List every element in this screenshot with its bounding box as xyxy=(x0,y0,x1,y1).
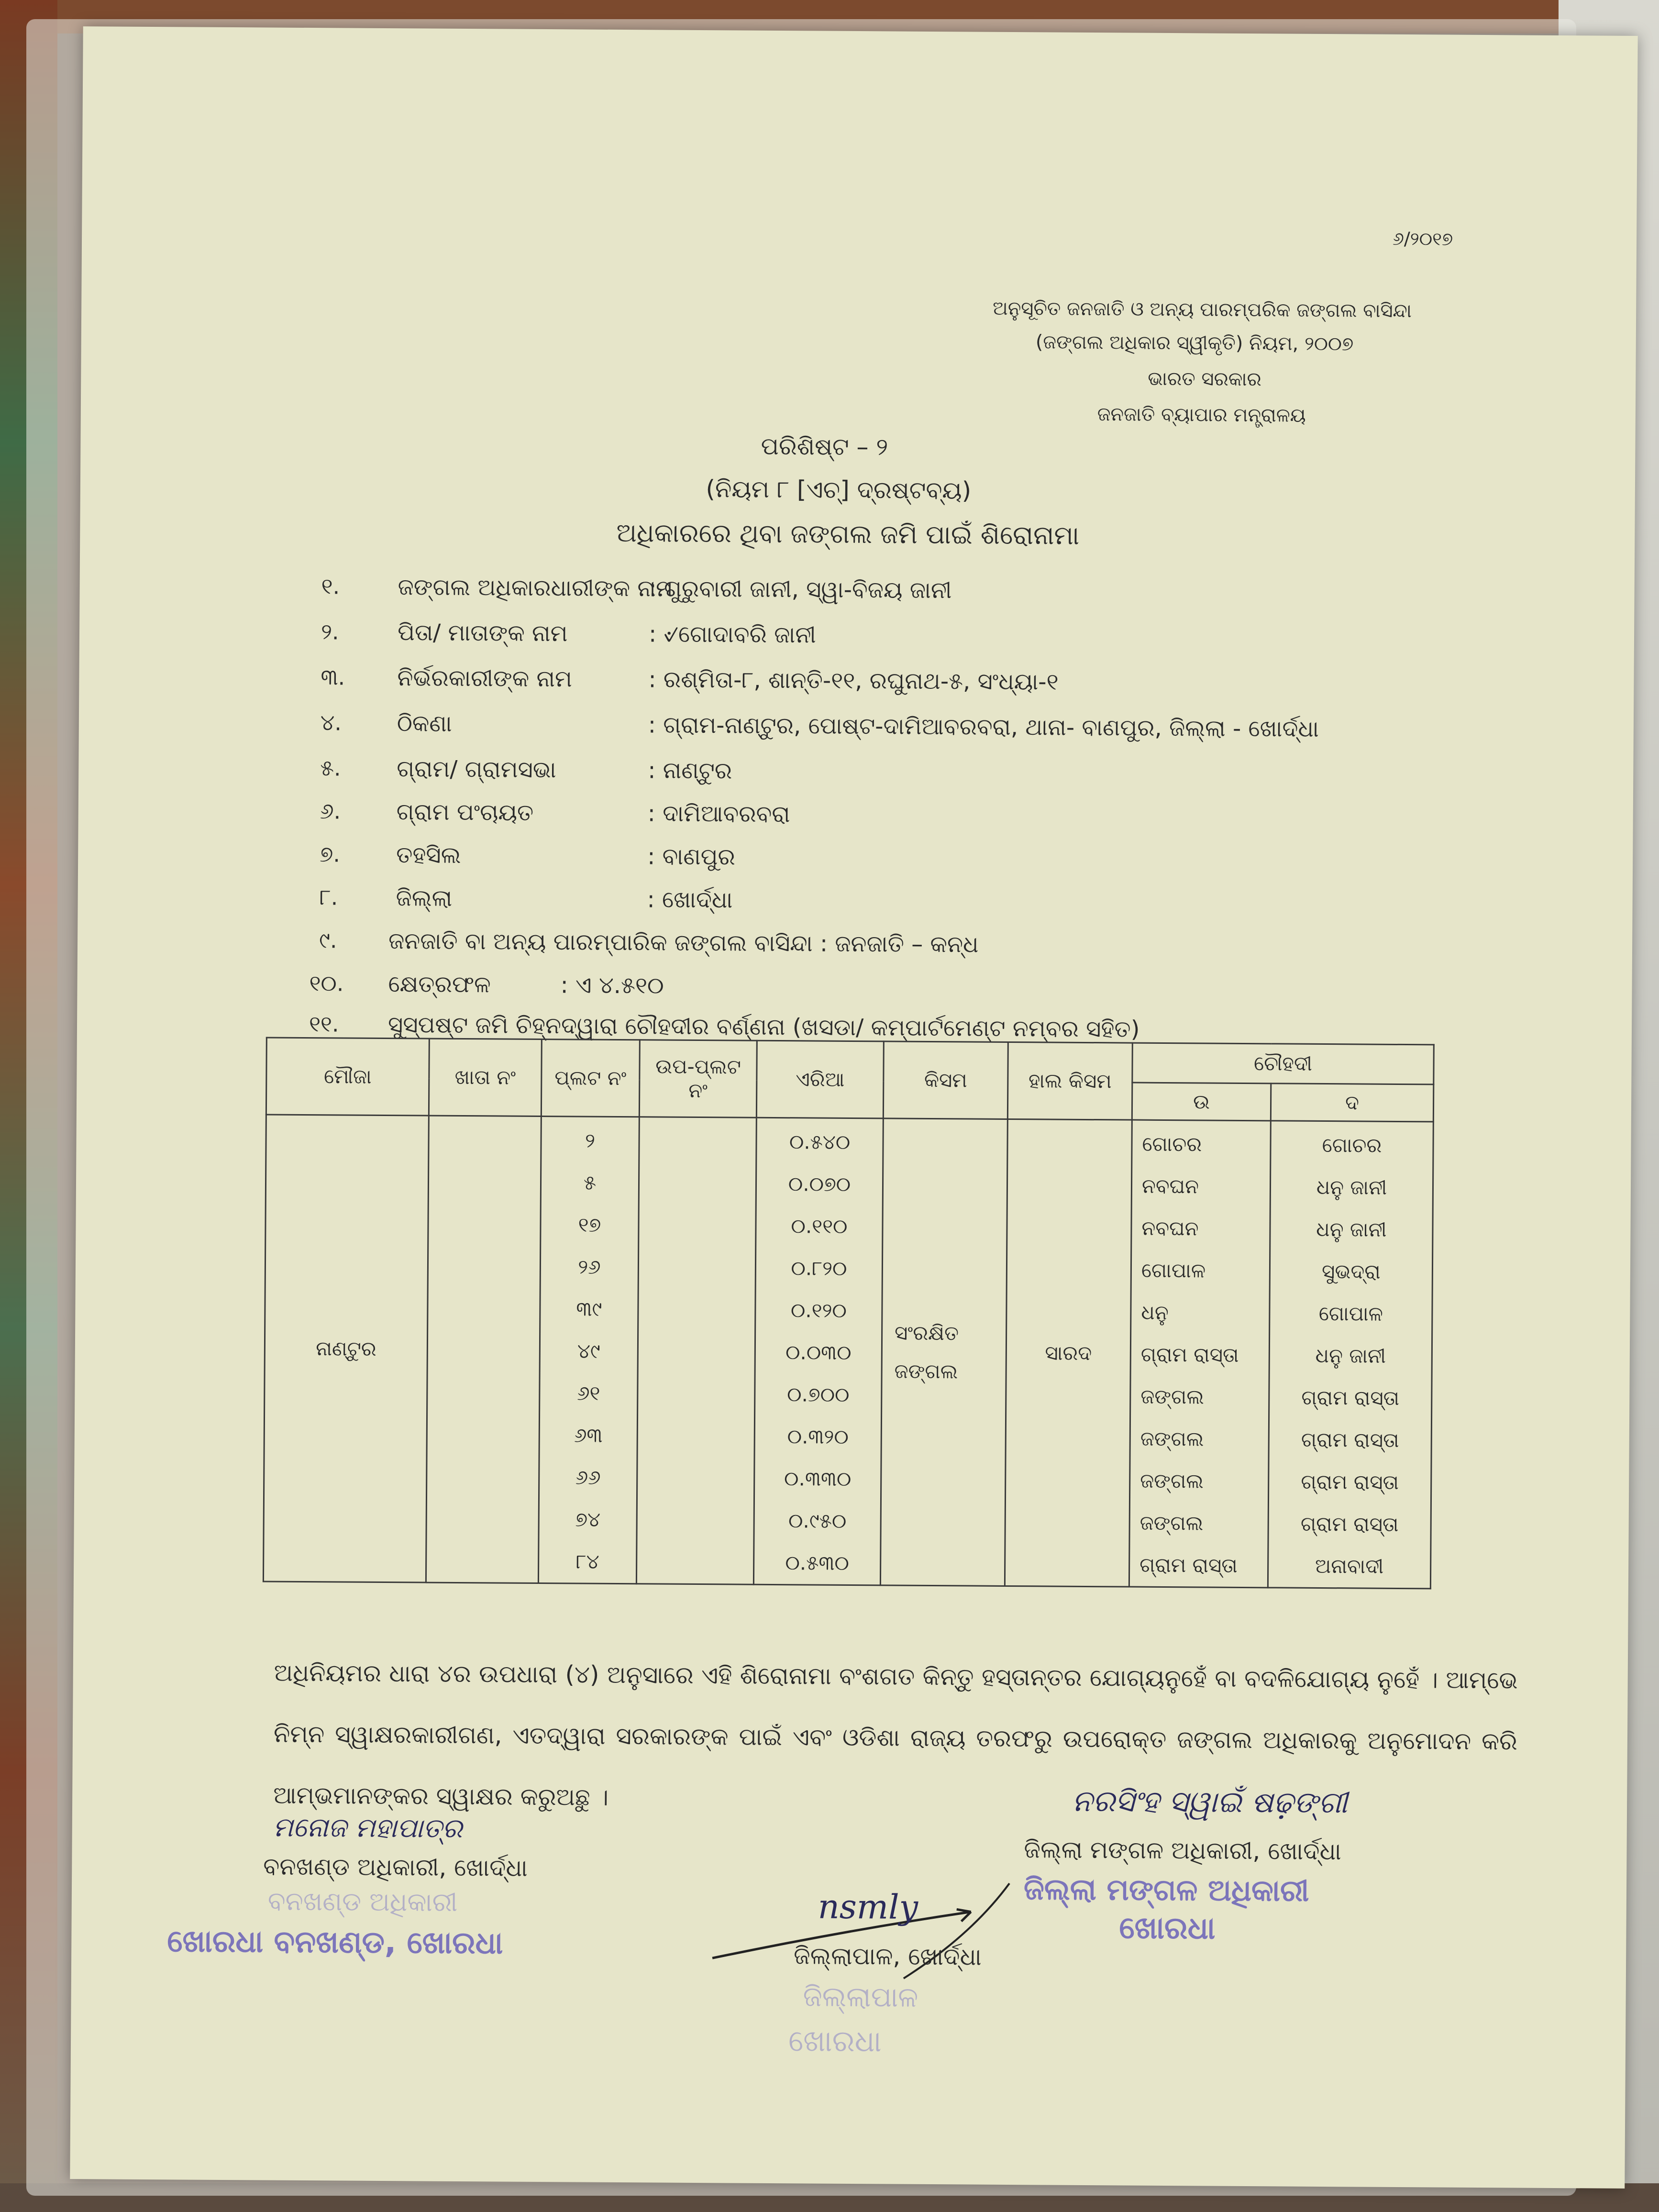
kisam-line-2: ଜଙ୍ଗଲ xyxy=(894,1359,958,1383)
header-chouhadi: ଚୌହଦୀ xyxy=(1132,1043,1434,1084)
doc-number: ୬/୨୦୧୭ xyxy=(1392,228,1453,250)
item-label: ଜଙ୍ଗଲ ଅଧିକାରଧାରୀଙ୍କ ନାମ xyxy=(398,574,674,602)
left-signature: ମନୋଜ ମହାପାତ୍ର xyxy=(273,1812,463,1845)
header-plot: ପ୍ଲଟ ନଂ xyxy=(541,1040,640,1117)
right-stamp-line-2: ଖୋରଧା xyxy=(1119,1910,1216,1947)
item-value: : ଖୋର୍ଦ୍ଧା xyxy=(647,886,733,914)
south-cell: ଗ୍ରାମ ରାସ୍ତା xyxy=(1301,1385,1400,1410)
hal-kisam-cell: ସାରଦ xyxy=(1005,1119,1132,1587)
plot-cell: ୨ xyxy=(585,1128,596,1152)
mouja-cell: ନାଣ୍ଟୁର xyxy=(263,1115,429,1582)
boundary-table xyxy=(263,1037,1435,1589)
item-value: : ନାଣ୍ଟୁର xyxy=(648,757,732,785)
north-column xyxy=(1129,1120,1271,1588)
item-number: ୧୧. xyxy=(309,1011,339,1037)
area-cell: ୦.୧୧୦ xyxy=(791,1214,848,1238)
item-number: ୯. xyxy=(319,927,337,953)
plot-cell: ୫ xyxy=(583,1171,597,1194)
north-cell: ନବଘନ xyxy=(1141,1174,1199,1198)
south-column xyxy=(1268,1121,1433,1589)
left-stamp-line-1: ବନଖଣ୍ଡ ଅଧିକାରୀ xyxy=(267,1886,458,1917)
area-cell: ୦.୭୦୦ xyxy=(787,1382,850,1406)
header-subplot-line-2: ନଂ xyxy=(688,1078,708,1103)
item-number: ୪. xyxy=(320,709,342,736)
item-label: ଗ୍ରାମ ପଂଚାୟତ xyxy=(396,798,534,826)
plot-cell: ୬୧ xyxy=(577,1381,600,1405)
item-value: : ରଶ୍ମିତା-୮, ଶାନ୍ତି-୧୧, ରଘୁନାଥ-୫, ସଂଧ୍ୟା-୧ xyxy=(648,666,1059,696)
plot-cell: ୩୯ xyxy=(576,1297,602,1321)
area-cell: ୦.୫୩୦ xyxy=(785,1551,850,1575)
appendix-title: ପରିଶିଷ୍ଟ – ୨ xyxy=(761,432,888,461)
header-line-3: ଭାରତ ସରକାର xyxy=(1148,367,1262,391)
item-number: ୨. xyxy=(321,619,339,645)
header-north: ଉ xyxy=(1132,1083,1271,1121)
kisam-line-1: ସଂରକ୍ଷିତ xyxy=(894,1321,959,1345)
item-value: : ଗ୍ରାମ-ନାଣ୍ଟୁର, ପୋଷ୍ଟ-ଦାମିଆବରବରା, ଥାନା- ବାଣପୁର, ଜିଲ୍ଲା - ଖୋର୍ଦ୍ଧା xyxy=(648,711,1319,742)
header-mouja: ମୌଜା xyxy=(266,1038,429,1116)
item-value: : ଦାମିଆବରବରା xyxy=(647,800,790,828)
right-signatory-label: ଜିଲ୍ଲା ମଙ୍ଗଳ ଅଧିକାରୀ, ଖୋର୍ଦ୍ଧା xyxy=(1024,1836,1341,1866)
right-stamp-line-1: ଜିଲ୍ଲା ମଙ୍ଗଳ ଅଧିକାରୀ xyxy=(1023,1871,1309,1908)
north-cell: ଗୋଚର xyxy=(1142,1132,1202,1156)
area-cell: ୦.୫୪୦ xyxy=(789,1130,851,1154)
kisam-cell xyxy=(880,1118,1007,1586)
center-stamp-line-2: ଖୋରଧା xyxy=(788,2023,882,2059)
item-value: : ବାଣପୁର xyxy=(647,843,736,871)
item-9-text: ଜନଜାତି ବା ଅନ୍ୟ ପାରମ୍ପାରିକ ଜଙ୍ଗଲ ବାସିନ୍ଦା : ଜନଜାତି – କନ୍ଧ xyxy=(388,928,979,958)
item-label: ଜିଲ୍ଲା xyxy=(396,885,453,912)
north-cell: ଜଙ୍ଗଲ xyxy=(1140,1384,1205,1409)
item-label: ପିତା/ ମାତାଙ୍କ ନାମ xyxy=(397,619,568,647)
left-stamp-line-2: ଖୋରଧା ବନଖଣ୍ଡ, ଖୋରଧା xyxy=(167,1924,503,1961)
header-khata: ଖାତା ନଂ xyxy=(429,1039,542,1116)
header-line-1: ଅନୁସୂଚିତ ଜନଜାତି ଓ ଅନ୍ୟ ପାରମ୍ପରିକ ଜଙ୍ଗଲ ବାସିନ୍ଦା xyxy=(993,297,1412,322)
south-cell: ଗୋଚର xyxy=(1322,1133,1382,1157)
south-cell: ଗ୍ରାମ ରାସ୍ତା xyxy=(1301,1427,1399,1452)
item-number: ୩. xyxy=(321,664,345,690)
plot-column xyxy=(538,1117,639,1584)
north-cell: ଧନୁ xyxy=(1141,1300,1169,1325)
south-cell: ଗ୍ରାମ ରାସ୍ତା xyxy=(1300,1512,1399,1536)
item-label: କ୍ଷେତ୍ରଫଳ xyxy=(388,971,491,998)
rule-reference: (ନିୟମ ୮ [ଏଚ୍] ଦ୍ରଷ୍ଟବ୍ୟ) xyxy=(706,475,972,505)
center-signature: nsmly xyxy=(818,1887,918,1927)
header-area: ଏରିଆ xyxy=(756,1040,884,1118)
item-value: : ୰ଗୋଦାବରି ଜାନୀ xyxy=(648,620,817,649)
subplot-cell xyxy=(636,1117,756,1584)
area-cell: ୦.୩୨୦ xyxy=(787,1425,849,1449)
south-cell: ଗ୍ରାମ ରାସ୍ତା xyxy=(1301,1470,1399,1494)
plot-cell: ୨୬ xyxy=(578,1255,601,1279)
south-cell: ଧନୁ ଜାନୀ xyxy=(1316,1175,1387,1199)
plot-cell: ୭୪ xyxy=(575,1507,601,1531)
header-line-4: ଜନଜାତି ବ୍ୟାପାର ମନ୍ତ୍ରାଳୟ xyxy=(1097,403,1306,427)
center-stamp-line-1: ଜିଲ୍ଲାପାଳ xyxy=(803,1980,918,2013)
north-cell: ଜଙ୍ଗଲ xyxy=(1140,1427,1204,1451)
north-cell: ଗ୍ରାମ ରାସ୍ତା xyxy=(1140,1342,1239,1367)
item-number: ୧୦. xyxy=(309,970,344,996)
header-hal-kisam: ହାଲ କିସମ xyxy=(1007,1042,1132,1120)
north-cell: ଗୋପାଳ xyxy=(1141,1258,1206,1283)
document-page xyxy=(70,26,1637,2189)
item-label: ନିର୍ଭରକାରୀଙ୍କ ନାମ xyxy=(397,664,573,693)
plot-cell: ୪୯ xyxy=(577,1339,600,1363)
plot-cell: ୧୭ xyxy=(578,1213,601,1237)
item-number: ୭. xyxy=(320,841,341,867)
south-cell: ଗୋପାଳ xyxy=(1318,1301,1383,1326)
north-cell: ଜଙ୍ଗଲ xyxy=(1139,1511,1204,1535)
south-cell: ଧନୁ ଜାନୀ xyxy=(1315,1343,1386,1368)
item-number: ୮. xyxy=(319,884,338,910)
plot-cell: ୬୬ xyxy=(575,1465,601,1489)
left-signatory-label: ବନଖଣ୍ଡ ଅଧିକାରୀ, ଖୋର୍ଦ୍ଧା xyxy=(263,1852,528,1882)
north-cell: ଗ୍ରାମ ରାସ୍ତା xyxy=(1139,1553,1238,1577)
item-value: : ଏ ୪.୫୧୦ xyxy=(560,972,664,999)
item-label: ଠିକଣା xyxy=(397,710,452,737)
item-label: ଗ୍ରାମ/ ଗ୍ରାମସଭା xyxy=(397,755,556,784)
header-south: ଦ xyxy=(1271,1084,1433,1122)
header-subplot-line-1: ଉପ-ପ୍ଲଟ xyxy=(655,1054,741,1079)
center-signatory-label: ଜିଲ୍ଲାପାଳ, ଖୋର୍ଦ୍ଧା xyxy=(793,1942,982,1971)
south-cell: ଧନୁ ଜାନୀ xyxy=(1316,1217,1387,1241)
north-cell: ନବଘନ xyxy=(1141,1216,1199,1240)
item-number: ୫. xyxy=(320,755,341,781)
plot-cell: ୮୪ xyxy=(575,1549,599,1573)
area-cell: ୦.୦୩୦ xyxy=(785,1340,852,1364)
south-cell: ସୁଭଦ୍ରା xyxy=(1321,1259,1381,1283)
header-line-2: (ଜଙ୍ଗଲ ଅଧିକାର ସ୍ୱୀକୃତି) ନିୟମ, ୨୦୦୭ xyxy=(1035,331,1354,355)
khata-cell xyxy=(426,1116,541,1583)
area-cell: ୦.୯୫୦ xyxy=(788,1509,847,1533)
plot-cell: ୬୩ xyxy=(574,1423,603,1447)
area-cell: ୦.୮୨୦ xyxy=(791,1256,847,1280)
header-kisam: କିସମ xyxy=(883,1041,1008,1119)
item-number: ୬. xyxy=(320,798,341,824)
header-subplot xyxy=(639,1040,757,1117)
south-cell: ଅନାବାଦୀ xyxy=(1315,1554,1384,1578)
item-11-text: ସୁସ୍ପଷ୍ଟ ଜମି ଚିହ୍ନଦ୍ୱାରା ଚୌହଦୀର ବର୍ଣ୍ଣନା (ଖସଡା/ କମ୍ପାର୍ଟମେଣ୍ଟ ନମ୍ବର ସହିତ) xyxy=(387,1011,1140,1043)
right-signature: ନରସିଂହ ସ୍ୱାଇଁ ଷଢ଼ଙ୍ଗୀ xyxy=(1072,1783,1348,1820)
declaration-paragraph: ଅଧିନିୟମର ଧାରା ୪ର ଉପଧାରା (୪) ଅନୁସାରେ ଏହି ଶିରୋନାମା ବଂଶଗତ କିନ୍ତୁ ହସ୍ତାନ୍ତର ଯୋଗ୍ୟନୁହେଁ ବା ବଦଳିଯୋଗ୍ୟ ନୁହେଁ । ଆମ୍ଭେ ନିମ୍ନ ସ୍ୱାକ୍ଷରକାରୀଗଣ, ଏତଦ୍ୱାରା ସରକାରଙ୍କ ପାଇଁ ଏବଂ ଓଡିଶା ରାଜ୍ୟ ତରଫରୁ ଉପରୋକ୍ତ ଜଙ୍ଗଲ ଅଧିକାରକୁ ଅନୁମୋଦନ କରି ଆମ୍ଭମାନଙ୍କର ସ୍ୱାକ୍ଷର କରୁଅଛୁ । xyxy=(273,1659,1518,1811)
item-value: : ଗୁରୁବାରୀ ଜାନୀ, ସ୍ୱା-ବିଜୟ ଜାନୀ xyxy=(649,575,952,604)
area-cell: ୦.୦୭୦ xyxy=(788,1172,851,1196)
document-title: ଅଧିକାରରେ ଥିବା ଜଙ୍ଗଲ ଜମି ପାଇଁ ଶିରୋନାମା xyxy=(616,517,1080,551)
area-cell: ୦.୧୨୦ xyxy=(790,1298,847,1322)
item-label: ତହସିଲ xyxy=(396,841,461,869)
area-cell: ୦.୩୩୦ xyxy=(784,1467,852,1491)
north-cell: ଜଙ୍ଗଲ xyxy=(1140,1469,1204,1493)
item-number: ୧. xyxy=(321,573,340,599)
area-column xyxy=(753,1117,883,1585)
